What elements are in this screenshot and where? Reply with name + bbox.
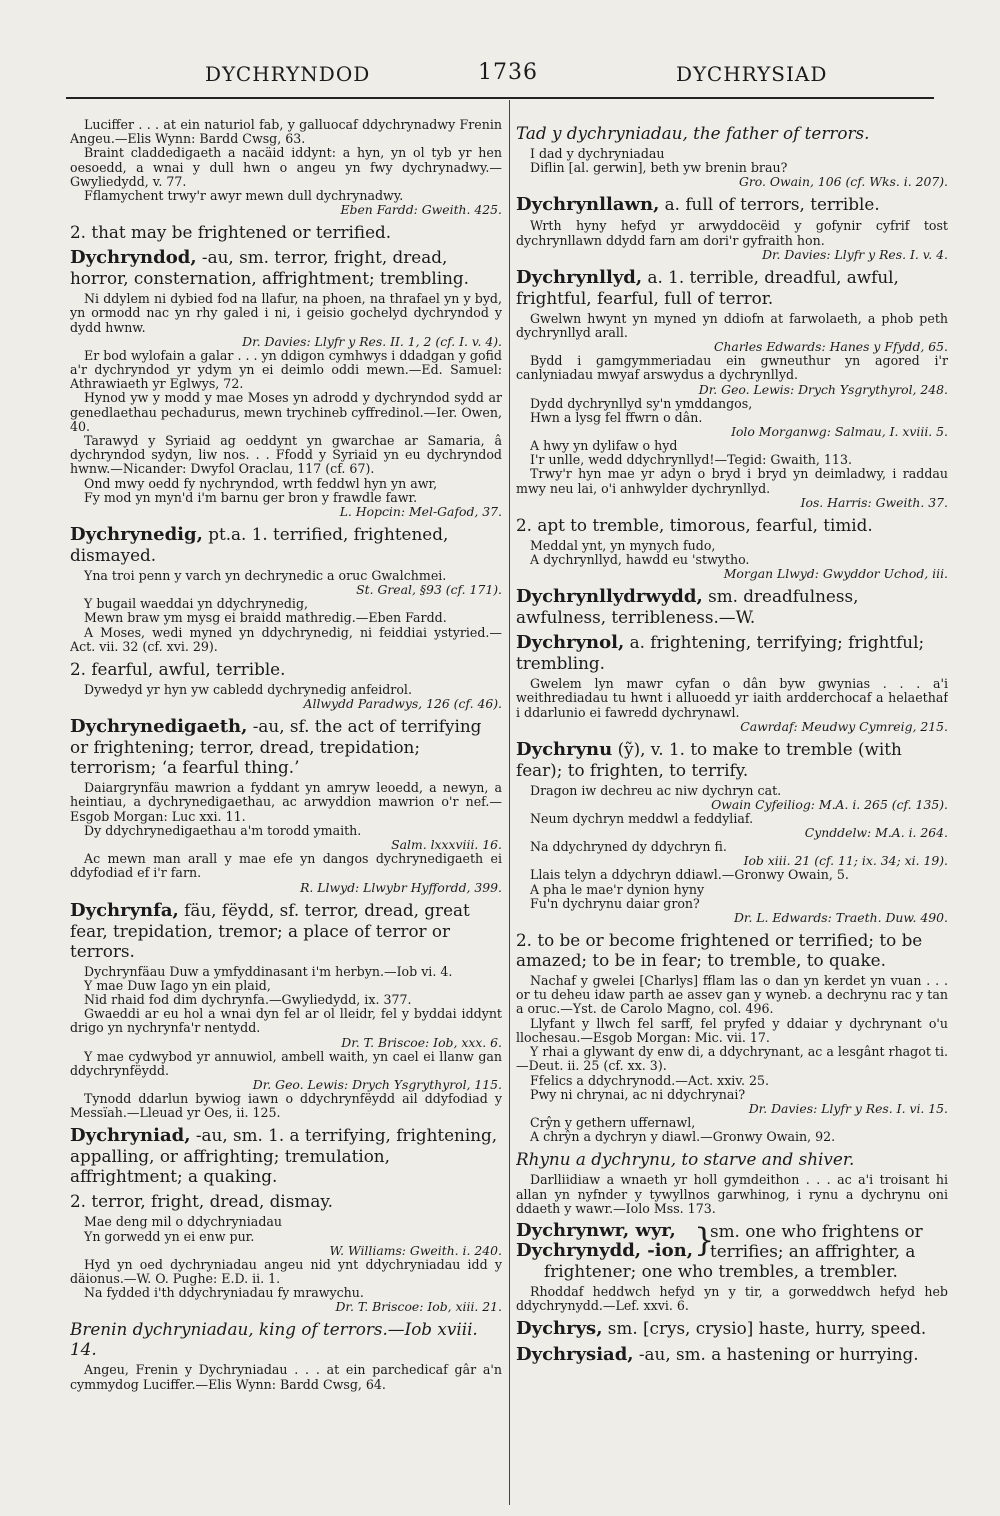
- quotation: Ac mewn man arall y mae efe yn dangos dychrynedigaeth ei ddyfodiad ef i'r farn.: [70, 851, 502, 881]
- definition: a. frightening, terrifying; frightful; trembling.: [516, 632, 925, 674]
- quotation: Wrth hyny hefyd yr arwyddocëid y gofynir cyfrif tost dychrynllawn ddydd farn am dori'r gyfraith hon.: [516, 218, 948, 248]
- citation-source: Dr. L. Edwards: Traeth. Duw. 490.: [733, 910, 948, 926]
- quotation: Tarawyd y Syriaid ag oeddynt yn gwarchae ar Samaria, â dychryndod sydyn, liw nos. . . Ffodd y Syriaid yn eu dychryndod hwnw.—Nicander: Dwyfol Oraclau, 117 (cf. 67).: [70, 433, 502, 477]
- entry-block: [70, 1125, 502, 1186]
- verse-line: I'r unlle, wedd ddychrynllyd!—Tegid: Gwaith, 113.: [530, 452, 852, 468]
- verse-line: Diflin [al. gerwin], beth yw brenin brau?: [530, 160, 788, 176]
- quotation: Trwy'r hyn mae yr adyn o bryd i bryd yn deimladwy, i raddau mwy neu lai, o'i anhwylder dychrynllyd.: [516, 466, 948, 496]
- definition: sm. dreadfulness, awfulness, terribleness.—W.: [516, 586, 859, 628]
- citation-source: St. Greal, §93 (cf. 171).: [356, 582, 502, 598]
- verse-line: A hwy yn dylifaw o hyd: [530, 438, 678, 454]
- page-number: 1736: [478, 60, 538, 85]
- citation-source: Dr. T. Briscoe: Iob, xiii. 21.: [335, 1299, 502, 1315]
- citation-source: W. Williams: Gweith. i. 240.: [329, 1242, 502, 1258]
- column-divider: [509, 100, 510, 1505]
- verse-line: Meddal ynt, yn mynych fudo,: [530, 537, 716, 553]
- verse-line: Dydd dychrynllyd sy'n ymddangos,: [530, 395, 753, 411]
- header-left-guideword: DYCHRYNDOD: [205, 62, 371, 86]
- entry-block: [516, 267, 948, 308]
- definition-continuation: frightener; one who trembles, a trembler.: [544, 1260, 898, 1281]
- verse-line: Yn gorwedd yn ei enw pur.: [84, 1228, 255, 1244]
- right-column: [516, 118, 948, 1503]
- sense-definition: 2. that may be frightened or terrified.: [70, 222, 392, 243]
- verse-line: Nid rhaid fod dim dychrynfa.—Gwyliedydd, ix. 377.: [84, 991, 412, 1007]
- citation-source: Cawrdaf: Meudwy Cymreig, 215.: [740, 718, 948, 734]
- quotation: Bydd i gamgymmeriadau ein gwneuthur yn agored i'r canlyniadau mwyaf arswydus a dychrynllyd.: [516, 353, 948, 383]
- citation-source: R. Llwyd: Llwybr Hyffordd, 399.: [300, 879, 502, 895]
- headword: Dychrynydd, -ion,: [516, 1239, 693, 1261]
- citation-source: Iolo Morganwg: Salmau, I. xviii. 5.: [731, 424, 948, 440]
- quotation: Luciffer . . . at ein naturiol fab, y galluocaf ddychrynadwy Frenin Angeu.—Elis Wynn: Bardd Cwsg, 63.: [70, 118, 502, 147]
- headword: Dychrynllyd,: [516, 266, 643, 288]
- quotation: Ffelics a ddychrynodd.—Act. xxiv. 25.: [530, 1072, 769, 1088]
- citation-source: Dr. Davies: Llyfr y Res. II. 1, 2 (cf. I. v. 4).: [242, 333, 502, 349]
- definition: (ỹ), v. 1. to make to tremble (with fear); to frighten, to terrify.: [516, 738, 902, 780]
- entry-block: [516, 194, 948, 215]
- sense-definition: 2. terror, fright, dread, dismay.: [70, 1191, 333, 1212]
- page-header: [0, 58, 1000, 98]
- citation-source: Owain Cyfeiliog: M.A. i. 265 (cf. 135).: [711, 797, 948, 813]
- citation-source: Charles Edwards: Hanes y Ffydd, 65.: [713, 339, 948, 355]
- paired-headwords: [516, 1221, 948, 1261]
- quotation: Dragon iw dechreu ac niw dychryn cat.: [530, 782, 782, 798]
- verse-line: I dad y dychryniadau: [530, 146, 665, 161]
- headword: Dychrynedig,: [70, 524, 203, 546]
- citation-source: Cynddelw: M.A. i. 264.: [804, 825, 948, 841]
- headword: Dychrynu: [516, 738, 613, 760]
- quotation: A Moses, wedi myned yn ddychrynedig, ni feiddiai ystyried.—Act. vii. 32 (cf. xvi. 29).: [70, 624, 502, 654]
- quotation: Braint claddedigaeth a nacäid iddynt: a hyn, yn ol tyb yr hen oesoedd, a wnai y dull hwn o angeu yn fwy dychrynadwy.—Gwyliedydd, v. 77.: [70, 145, 502, 189]
- entry-block: [516, 1344, 948, 1365]
- verse-line: Mae deng mil o ddychryniadau: [84, 1214, 283, 1230]
- citation-source: Dr. Geo. Lewis: Drych Ysgrythyrol, 115.: [252, 1076, 502, 1092]
- quotation: Angeu, Frenin y Dychryniadau . . . at ein parchedicaf gâr a'n cymmydog Luciffer.—Elis Wynn: Bardd Cwsg, 64.: [70, 1362, 502, 1392]
- header-right-guideword: DYCHRYSIAD: [676, 62, 828, 86]
- quotation: Llais telyn a ddychryn ddiawl.—Gronwy Owain, 5.: [530, 867, 849, 883]
- definition: a. 1. terrible, dreadful, awful, frightful, fearful, full of terror.: [516, 266, 899, 308]
- brace: }: [694, 1220, 715, 1259]
- headword: Dychrynfa,: [70, 899, 179, 921]
- quotation: Ni ddylem ni dybied fod na llafur, na phoen, na thrafael yn y byd, yn ormodd nac yn rhy galed i ni, i geisio gochelyd dychryndod y dydd hwnw.: [70, 291, 502, 335]
- headword: Dychrynllydrwydd,: [516, 586, 703, 608]
- phrase-entry: Rhynu a dychrynu, to starve and shiver.: [516, 1149, 855, 1170]
- entry-block: [516, 586, 948, 627]
- citation-source: Dr. Davies: Llyfr y Res. I. vi. 15.: [748, 1100, 948, 1116]
- entry-block: [70, 900, 502, 961]
- verse-line: Crŷn y gethern uffernawl,: [530, 1114, 696, 1130]
- headword: Dychrysiad,: [516, 1344, 634, 1366]
- verse-line: Ond mwy oedd fy nychryndod, wrth feddwl hyn yn awr,: [84, 475, 438, 491]
- citation-source: Gro. Owain, 106 (cf. Wks. i. 207).: [738, 174, 948, 190]
- headword: Dychrynllawn,: [516, 194, 660, 216]
- quotation: Gwelwn hwynt yn myned yn ddiofn at farwolaeth, a phob peth dychrynllyd arall.: [516, 310, 948, 341]
- verse-line: A chrŷn a dychryn y diawl.—Gronwy Owain, 92.: [530, 1129, 836, 1145]
- quotation: Daiargrynfäu mawrion a fyddant yn amryw leoedd, a newyn, a heintiau, a dychrynedigaethau, ac arwyddion mawrion o'r nef.—Esgob Morgan: Luc xxi. 11.: [70, 780, 502, 824]
- entry-block: [516, 632, 948, 673]
- headword: Dychrynwr, wyr,: [516, 1219, 676, 1241]
- quotation: Y mae cydwybod yr annuwiol, ambell waith, yn cael ei llanw gan ddychrynfëydd.: [70, 1048, 502, 1078]
- definition: sm. one who frightens or terrifies; an affrighter, a: [710, 1220, 923, 1261]
- quotation: Hynod yw y modd y mae Moses yn adrodd y dychryndod sydd ar genedlaethau pechadurus, mewn trychineb cyffredinol.—Ier. Owen, 40.: [70, 390, 502, 434]
- citation-source: Dr. T. Briscoe: Iob, xxx. 6.: [341, 1034, 502, 1050]
- sense-definition: 2. apt to tremble, timorous, fearful, timid.: [516, 514, 873, 535]
- citation-source: L. Hopcin: Mel-Gafod, 37.: [339, 504, 502, 520]
- sense-definition: 2. fearful, awful, terrible.: [70, 659, 286, 680]
- verse-line: Fu'n dychrynu daiar gron?: [530, 895, 700, 911]
- headword: Dychrynedigaeth,: [70, 716, 248, 738]
- sense-definition: 2. to be or become frightened or terrified; to be amazed; to be in fear; to tremble, to quake.: [516, 930, 923, 971]
- quotation: Darlliidiaw a wnaeth yr holl gymdeithon . . . ac a'i troisant hi allan yn nyfnder y tywyllnos garwhinog, i rynu a dychrynu oni ddaeth y wawr.—Iolo Mss. 173.: [516, 1172, 948, 1216]
- quotation: Na ddychryned dy ddychryn fi.: [530, 839, 727, 855]
- entry-block: [516, 739, 948, 780]
- quotation: Yna troi penn y varch yn dechrynedic a oruc Gwalchmei.: [84, 568, 447, 584]
- definition: a. full of terrors, terrible.: [659, 194, 880, 215]
- definition: sm. [crys, crysio] haste, hurry, speed.: [602, 1318, 927, 1339]
- headword: Dychrys,: [516, 1318, 603, 1340]
- definition: -au, sm. 1. a terrifying, frightening, appalling, or affrighting; tremulation, affrightment; a quaking.: [70, 1125, 498, 1187]
- citation-source: Ios. Harris: Gweith. 37.: [800, 494, 948, 510]
- header-rule: [66, 97, 934, 99]
- quotation: Pwy ni chrynai, ac ni ddychrynai?: [530, 1086, 746, 1102]
- entry-block: [70, 247, 502, 288]
- definition: -au, sm. terror, fright, dread, horror, consternation, affrightment; trembling.: [70, 247, 469, 289]
- citation-source: Dr. Geo. Lewis: Drych Ysgrythyrol, 248.: [698, 381, 948, 397]
- headword: Dychryndod,: [70, 247, 197, 269]
- verse-line: A dychrynllyd, hawdd eu 'stwytho.: [530, 552, 750, 568]
- citation-source: Eben Fardd: Gweith. 425.: [340, 202, 502, 218]
- verse-line: Y bugail waeddai yn ddychrynedig,: [84, 596, 309, 612]
- verse-line: A pha le mae'r dynion hyny: [530, 881, 705, 897]
- phrase-entry: Tad y dychryniadau, the father of terrors.: [516, 123, 870, 143]
- quotation: Tynodd ddarlun bywiog iawn o ddychrynfëydd ail ddyfodiad y Messïah.—Lleuad yr Oes, ii. 125.: [70, 1090, 502, 1121]
- headword: Dychrynol,: [516, 632, 625, 654]
- quotation: Dychrynfäau Duw a ymfyddinasant i'm herbyn.—Iob vi. 4.: [84, 963, 453, 979]
- quotation: Gwelem lyn mawr cyfan o dân byw gwynias . . . a'i weithrediadau tu hwnt i alluoedd yr iaith ardderchocaf a helaethaf i ddarlunio ei fawredd dychrynawl.: [516, 676, 948, 720]
- citation-source: Iob xiii. 21 (cf. 11; ix. 34; xi. 19).: [743, 853, 948, 869]
- headword-group: [516, 1221, 694, 1261]
- citation-source: Allwydd Paradwys, 126 (cf. 46).: [303, 696, 502, 712]
- quotation: Dywedyd yr hyn yw cabledd dychrynedig anfeidrol.: [84, 682, 412, 698]
- quotation: Gwaeddi ar eu hol a wnai dyn fel ar ol lleidr, fel y byddai iddynt drigo yn nychrynfa'r nentydd.: [70, 1006, 502, 1036]
- quotation: Nachaf y gwelei [Charlys] fflam las o dan yn kerdet yn vuan . . . or tu deheu idaw parth ae assev gan y wyneb. a dechrynu rac y tan a oruc.—Yst. de Carolo Magno, col. 496.: [516, 973, 948, 1017]
- citation-source: Dr. Davies: Llyfr y Res. I. v. 4.: [762, 246, 948, 262]
- definition: pt.a. 1. terrified, frightened, dismayed.: [70, 524, 449, 566]
- entry-block: [70, 524, 502, 565]
- headword: Dychryniad,: [70, 1125, 191, 1147]
- verse-line: Hwn a lysg fel ffwrn o dân.: [530, 409, 703, 425]
- verse-line: Mewn braw ym mysg ei braidd mathredig.—Eben Fardd.: [84, 610, 447, 626]
- entry-block: [516, 1318, 948, 1339]
- quotation: Er bod wylofain a galar . . . yn ddigon cymhwys i ddadgan y gofid a'r dychryndod yr ydym yn ei deimlo oddi mewn.—Ed. Samuel: Athrawiaeth yr Eglwys, 72.: [70, 347, 502, 392]
- quotation: Neum dychryn meddwl a feddyliaf.: [530, 811, 754, 827]
- quotation: Y rhai a glywant dy enw di, a ddychrynant, ac a lesgânt rhagot ti.—Deut. ii. 25 (cf. xx. 3).: [516, 1044, 948, 1074]
- left-column: [70, 118, 502, 1503]
- definition: -au, sf. the act of terrifying or frightening; terror, dread, trepidation; terrorism; ‘a fearful thing.’: [70, 716, 482, 778]
- phrase-entry: Brenin dychryniadau, king of terrors.—Iob xviii. 14.: [70, 1319, 478, 1360]
- citation-source: Morgan Llwyd: Gwyddor Uchod, iii.: [723, 566, 948, 582]
- verse-line: Fy mod yn myn'd i'm barnu ger bron y frawdle fawr.: [84, 489, 418, 505]
- definition: -au, sm. a hastening or hurrying.: [633, 1344, 919, 1365]
- verse-line: Y mae Duw Iago yn ein plaid,: [84, 977, 271, 993]
- quotation: Llyfant y llwch fel sarff, fel pryfed y ddaiar y dychrynant o'u llochesau.—Esgob Morgan: Mic. vii. 17.: [516, 1015, 948, 1045]
- quotation: Rhoddaf heddwch hefyd yn y tir, a gorweddwch hefyd heb ddychrynydd.—Lef. xxvi. 6.: [516, 1283, 948, 1314]
- quotation: Dy ddychrynedigaethau a'm torodd ymaith.: [84, 822, 362, 838]
- quotation: Hyd yn oed dychryniadau angeu nid ynt ddychryniadau idd y däionus.—W. O. Pughe: E.D. ii. 1.: [70, 1256, 502, 1286]
- citation-source: Salm. lxxxviii. 16.: [391, 837, 502, 853]
- entry-block: [70, 716, 502, 777]
- quotation: Fflamychent trwy'r awyr mewn dull dychrynadwy.: [84, 188, 404, 204]
- paired-entry: [516, 1221, 948, 1281]
- definition: fäu, fëydd, sf. terror, dread, great fear, trepidation, tremor; a place of terror or terrors.: [70, 899, 470, 961]
- quotation: Na fydded i'th ddychryniadau fy mrawychu.: [84, 1285, 364, 1301]
